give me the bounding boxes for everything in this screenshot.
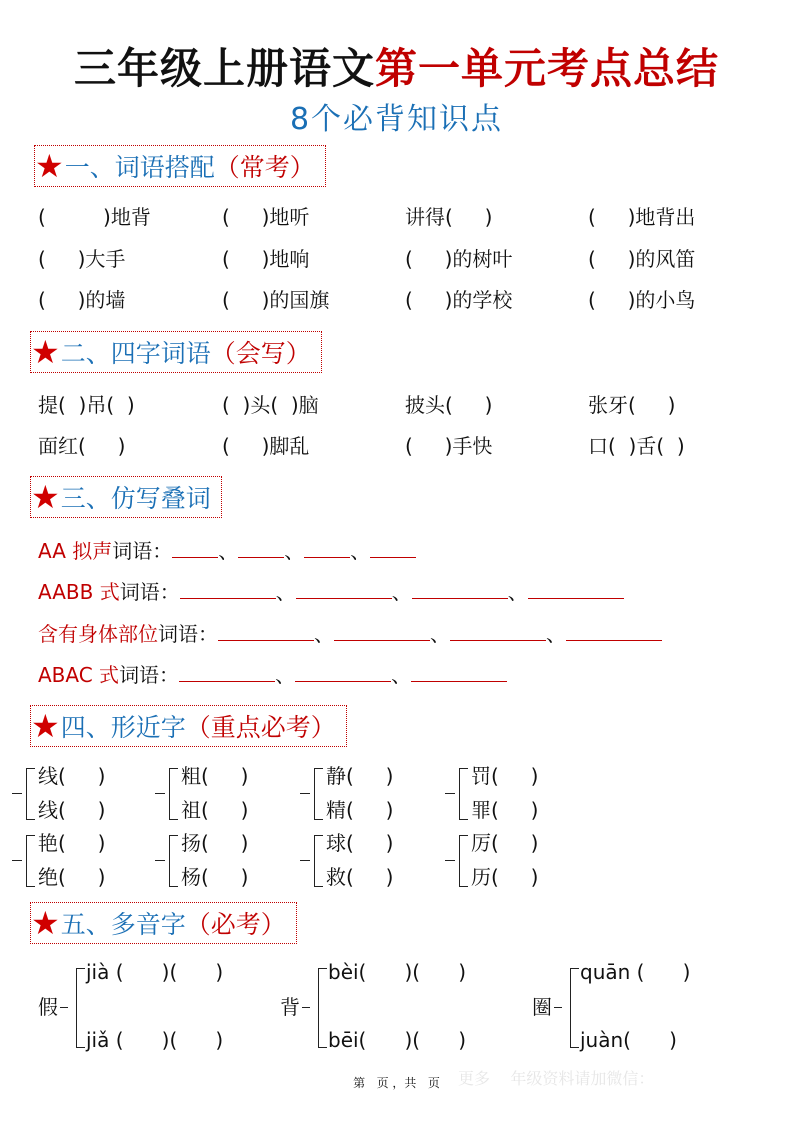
polyphone-char: 假: [38, 995, 58, 1019]
brace-tick: [155, 793, 165, 794]
similar-char-item: 静( ): [326, 764, 394, 788]
brace-icon: [169, 768, 178, 820]
reduplication-row: AA 拟声词语： 、 、 、: [38, 539, 416, 563]
section-header-1: [34, 145, 326, 187]
similar-char-item: 救( ): [326, 865, 394, 889]
title-red: 第一单元考点总结: [375, 44, 720, 93]
similar-char-item: 罚( ): [471, 764, 539, 788]
fill-item: ( )手快: [405, 434, 493, 458]
reduplication-row: 含有身体部位词语： 、 、 、: [38, 622, 662, 646]
fill-item: ( )的学校: [405, 288, 513, 312]
section-title: 五、多音字: [60, 910, 186, 939]
similar-char-item: 祖( ): [181, 798, 249, 822]
similar-char-item: 厉( ): [471, 831, 539, 855]
reduplication-row: AABB 式词语： 、 、 、: [38, 580, 624, 604]
title-black: 三年级上册语文: [73, 44, 375, 93]
fill-item: ( )头( )脑: [222, 393, 319, 417]
pinyin-item: bèi( )( ): [328, 960, 467, 984]
brace-icon: [314, 835, 323, 887]
row-label-red: AA 拟声: [38, 539, 113, 563]
similar-char-item: 线( ): [38, 798, 106, 822]
similar-char-item: 粗( ): [181, 764, 249, 788]
star-icon: ★: [31, 478, 60, 516]
section-title: 四、形近字: [60, 713, 186, 742]
similar-char-item: 杨( ): [181, 865, 249, 889]
page-footer: 第 页 ，共 页: [353, 1076, 440, 1090]
similar-char-item: 精( ): [326, 798, 394, 822]
star-icon: ★: [31, 904, 60, 942]
row-label: 词语：: [158, 622, 218, 646]
row-label: 词语：: [119, 663, 180, 687]
similar-char-item: 线( ): [38, 764, 106, 788]
brace-tick: [300, 860, 310, 861]
section-tag: （重点必考）: [185, 713, 336, 742]
brace-tick: [445, 860, 455, 861]
fill-item: ( )地听: [222, 205, 310, 229]
section-header-5: [30, 902, 297, 944]
similar-char-item: 绝( ): [38, 865, 106, 889]
polyphone-char: 背: [280, 995, 300, 1019]
fill-item: ( )大手: [38, 247, 126, 271]
brace-icon: [318, 968, 327, 1048]
brace-icon: [76, 968, 85, 1048]
section-title: 二、四字词语: [60, 339, 211, 368]
similar-char-item: 艳( ): [38, 831, 106, 855]
section-tag: （必考）: [185, 910, 286, 939]
star-icon: ★: [31, 707, 60, 745]
page-title: [0, 36, 793, 96]
brace-icon: [570, 968, 579, 1048]
pinyin-item: jià ( )( ): [86, 960, 224, 984]
brace-tick: [554, 1007, 562, 1008]
brace-tick: [302, 1007, 310, 1008]
fill-item: ( )的小鸟: [588, 288, 696, 312]
brace-tick: [12, 793, 22, 794]
fill-item: ( )地响: [222, 247, 310, 271]
fill-item: ( )的风笛: [588, 247, 696, 271]
star-icon: ★: [35, 147, 64, 185]
brace-tick: [12, 860, 22, 861]
star-icon: ★: [31, 333, 60, 371]
brace-icon: [169, 835, 178, 887]
brace-tick: [300, 793, 310, 794]
fill-item: ( )的国旗: [222, 288, 330, 312]
watermark: 更多 年级资料请加微信：: [458, 1069, 655, 1088]
similar-char-item: 扬( ): [181, 831, 249, 855]
fill-item: 面红( ): [38, 434, 126, 458]
fill-item: ( )的树叶: [405, 247, 513, 271]
brace-icon: [26, 768, 35, 820]
brace-tick: [155, 860, 165, 861]
polyphone-char: 圈: [532, 995, 552, 1019]
section-header-4: [30, 705, 347, 747]
row-label-red: 含有身体部位: [38, 622, 158, 646]
fill-item: ( )地背: [38, 205, 151, 229]
fill-item: 提( )吊( ): [38, 393, 135, 417]
fill-item: ( )脚乱: [222, 434, 310, 458]
similar-char-item: 球( ): [326, 831, 394, 855]
section-tag: （常考）: [214, 153, 315, 182]
row-label: 词语：: [112, 539, 173, 563]
fill-item: 口( )舌( ): [588, 434, 685, 458]
brace-icon: [459, 768, 468, 820]
pinyin-item: quān ( ): [580, 960, 691, 984]
row-label-red: ABAC 式: [38, 663, 120, 687]
section-header-2: [30, 331, 322, 373]
fill-item: 张牙( ): [588, 393, 676, 417]
fill-item: 讲得( ): [405, 205, 493, 229]
row-label-red: AABB 式: [38, 580, 120, 604]
section-title: 三、仿写叠词: [60, 484, 211, 513]
similar-char-item: 罪( ): [471, 798, 539, 822]
brace-icon: [26, 835, 35, 887]
section-tag: （会写）: [210, 339, 311, 368]
row-label: 词语：: [119, 580, 180, 604]
pinyin-item: bēi( )( ): [328, 1028, 467, 1052]
reduplication-row: ABAC 式词语： 、 、: [38, 663, 507, 687]
section-title: 一、词语搭配: [64, 153, 215, 182]
brace-tick: [60, 1007, 68, 1008]
page-subtitle: 8个必背知识点: [289, 102, 504, 137]
brace-icon: [459, 835, 468, 887]
brace-icon: [314, 768, 323, 820]
brace-tick: [445, 793, 455, 794]
fill-item: ( )的墙: [38, 288, 126, 312]
pinyin-item: juàn( ): [580, 1028, 677, 1052]
similar-char-item: 历( ): [471, 865, 539, 889]
pinyin-item: jiǎ ( )( ): [86, 1028, 224, 1052]
fill-item: ( )地背出: [588, 205, 696, 229]
fill-item: 披头( ): [405, 393, 493, 417]
section-header-3: [30, 476, 222, 518]
